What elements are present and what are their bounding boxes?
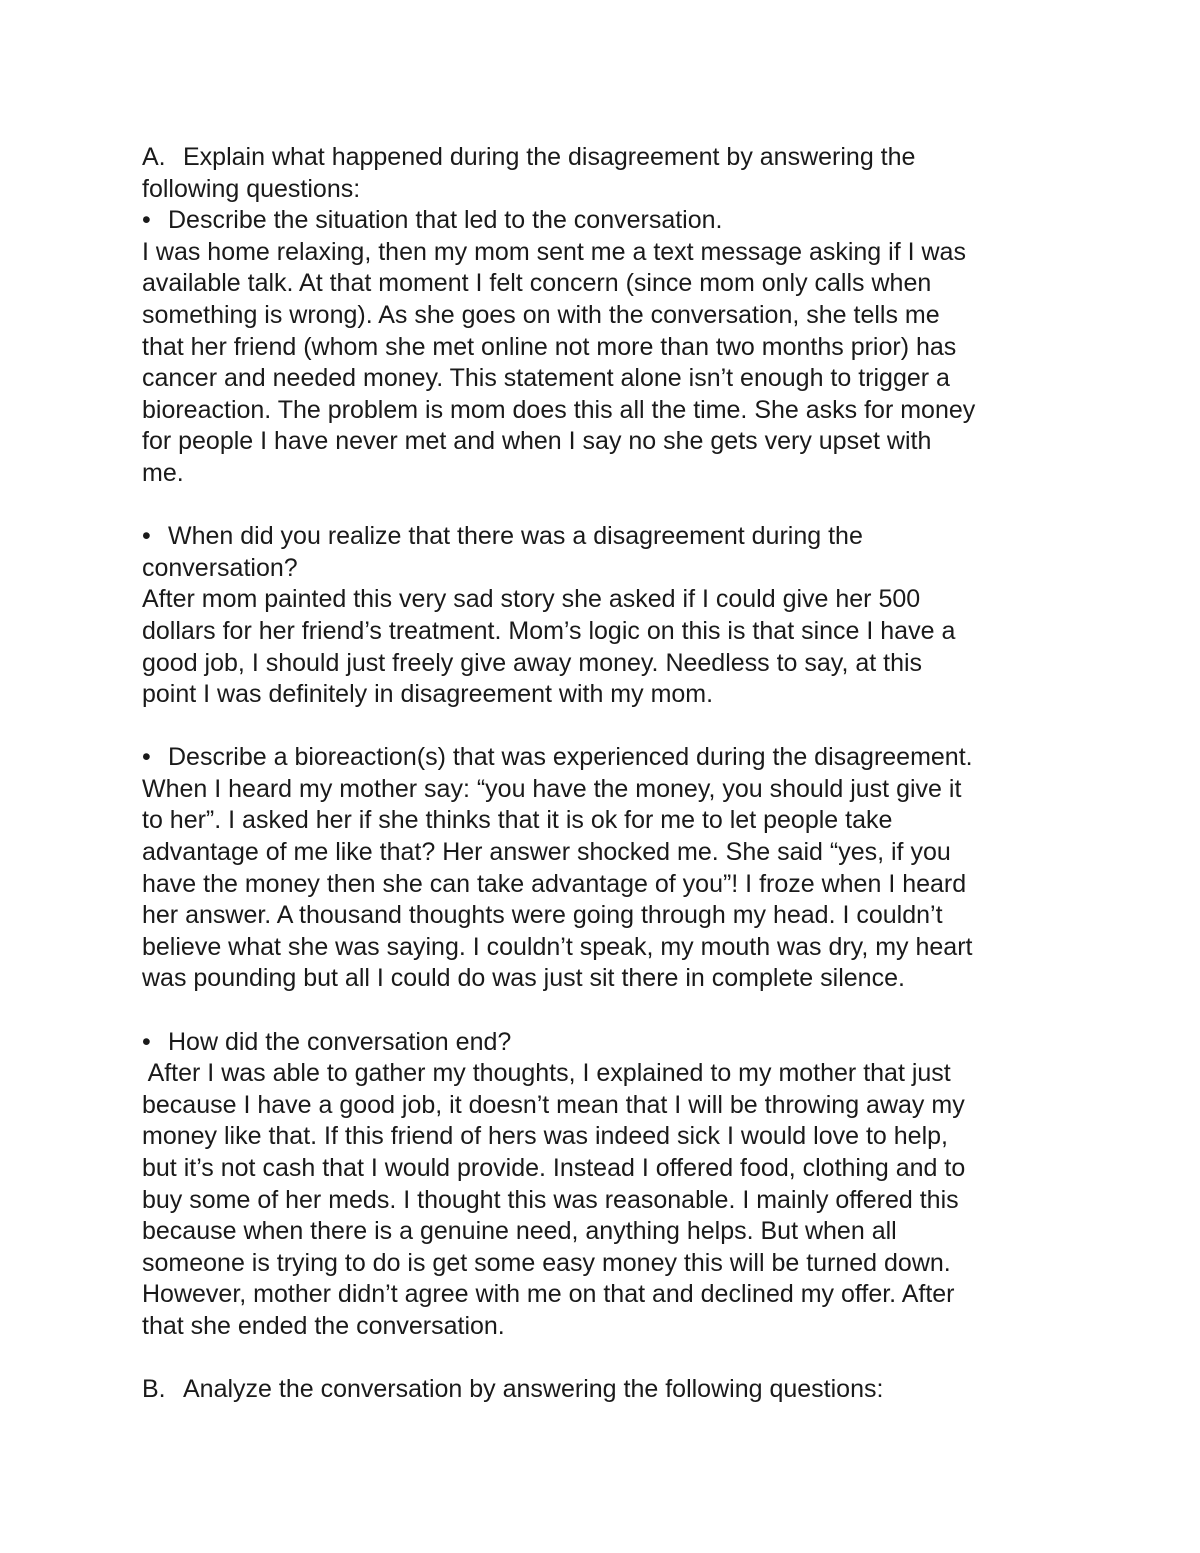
answer-line: bioreaction. The problem is mom does this all the time. She asks for money (142, 395, 976, 424)
question-line: Describe a bioreaction(s) that was experienced during the disagreement. (168, 743, 973, 772)
section-a-heading-line: following questions: (142, 174, 361, 203)
answer-line: dollars for her friend’s treatment. Mom’s logic on this is that since I have a (142, 616, 956, 645)
answer-line: for people I have never met and when I say no she gets very upset with (142, 427, 932, 456)
answer-line: point I was definitely in disagreement with my mom. (142, 680, 714, 709)
answer-line: was pounding but all I could do was just sit there in complete silence. (142, 964, 905, 993)
question-2 (142, 521, 1082, 553)
question-3 (142, 742, 1082, 774)
answer-line: I was home relaxing, then my mom sent me a text message asking if I was (142, 237, 966, 266)
document-body (142, 142, 1082, 1406)
answer-line: However, mother didn’t agree with me on that and declined my offer. After (142, 1280, 955, 1309)
answer-line: her answer. A thousand thoughts were going through my head. I couldn’t (142, 901, 943, 930)
answer-line: that she ended the conversation. (142, 1311, 505, 1340)
section-b-heading-text: Analyze the conversation by answering the following questions: (183, 1375, 884, 1404)
bullet-icon: • (142, 1027, 151, 1056)
answer-line: to her”. I asked her if she thinks that it is ok for me to let people take (142, 806, 893, 835)
bullet-icon: • (142, 206, 151, 235)
answer-line: believe what she was saying. I couldn’t speak, my mouth was dry, my heart (142, 932, 973, 961)
question-line: conversation? (142, 553, 298, 582)
answer-line: After mom painted this very sad story she asked if I could give her 500 (142, 585, 921, 614)
paragraph-gap (142, 490, 1082, 522)
answer-line: available talk. At that moment I felt concern (since mom only calls when (142, 269, 932, 298)
question-line: Describe the situation that led to the conversation. (168, 206, 723, 235)
answer-line: because when there is a genuine need, anything helps. But when all (142, 1217, 897, 1246)
section-b-letter: B. (142, 1375, 166, 1404)
bullet-icon: • (142, 743, 151, 772)
section-b-heading (142, 1374, 1082, 1406)
question-line: How did the conversation end? (168, 1027, 512, 1056)
answer-line: good job, I should just freely give away money. Needless to say, at this (142, 648, 923, 677)
question-1 (142, 205, 1082, 237)
answer-line: something is wrong). As she goes on with the conversation, she tells me (142, 300, 940, 329)
section-a-heading (142, 142, 1082, 174)
answer-line: money like that. If this friend of hers was indeed sick I would love to help, (142, 1122, 948, 1151)
question-line: When did you realize that there was a disagreement during the (168, 522, 863, 551)
answer-line: cancer and needed money. This statement alone isn’t enough to trigger a (142, 364, 950, 393)
answer-line: but it’s not cash that I would provide. Instead I offered food, clothing and to (142, 1154, 966, 1182)
answer-line: because I have a good job, it doesn’t mean that I will be throwing away my (142, 1090, 965, 1119)
question-4 (142, 1027, 1082, 1059)
paragraph-gap (142, 995, 1082, 1027)
paragraph-gap (142, 1343, 1082, 1375)
answer-line: that her friend (whom she met online not more than two months prior) has (142, 332, 957, 361)
answer-line: When I heard my mother say: “you have the money, you should just give it (142, 774, 962, 803)
answer-line: buy some of her meds. I thought this was reasonable. I mainly offered this (142, 1185, 959, 1214)
paragraph-gap (142, 711, 1082, 743)
bullet-icon: • (142, 522, 151, 551)
section-a-heading-line: Explain what happened during the disagreement by answering the (183, 143, 916, 171)
section-a-letter: A. (142, 143, 166, 171)
answer-line: have the money then she can take advantage of you”! I froze when I heard (142, 869, 967, 898)
answer-line: advantage of me like that? Her answer shocked me. She said “yes, if you (142, 838, 951, 867)
answer-line: someone is trying to do is get some easy money this will be turned down. (142, 1248, 951, 1277)
answer-line: After I was able to gather my thoughts, I explained to my mother that just (142, 1059, 951, 1088)
answer-line: me. (142, 458, 184, 487)
